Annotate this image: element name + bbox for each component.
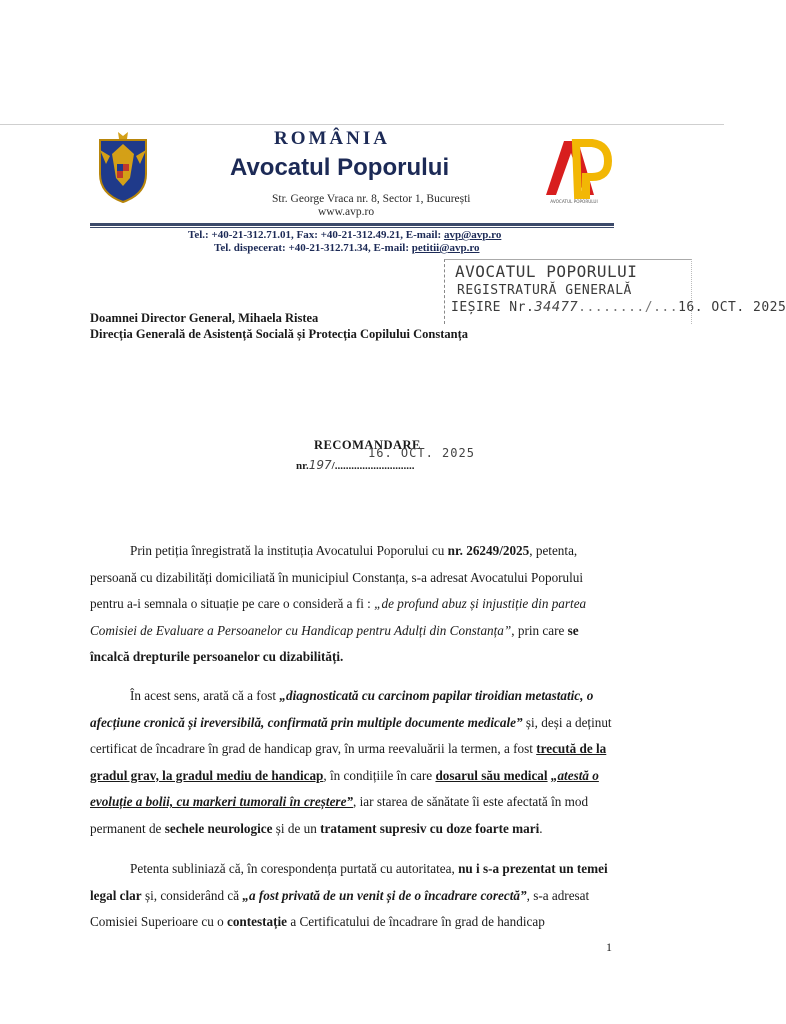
recommendation-number-value: 197 bbox=[308, 458, 332, 472]
stamp-exit-line: IEȘIRE Nr.34477......../...16. OCT. 2025 bbox=[451, 300, 786, 315]
recommendation-date-stamp: 16. OCT. 2025 bbox=[368, 446, 475, 460]
contact-line-1: Tel.: +40-21-312.71.01, Fax: +40-21-312.49.21, E-mail: avp@avp.ro bbox=[188, 229, 502, 241]
body-paragraph-3: Petenta subliniază că, în corespondența purtată cu autoritatea, nu i s-a prezentat un temei legal clar și, considerând că „a fost privată de un venit și de o încadrare corectă”, s-a adresat Comisiei Superioare cu o contestație a Certificatului de încadrare în grad de handicap bbox=[90, 861, 608, 929]
email-link-avp[interactable]: avp@avp.ro bbox=[443, 229, 502, 241]
institution-address: Str. George Vraca nr. 8, Sector 1, București bbox=[272, 193, 471, 205]
stamp-exit-label: IEȘIRE Nr. bbox=[451, 300, 535, 315]
recipient-name: Doamnei Director General, Mihaela Ristea bbox=[90, 311, 319, 325]
email-link-petitii[interactable]: petitii@avp.ro bbox=[411, 242, 480, 254]
stamp-date: 16. OCT. 2025 bbox=[678, 300, 786, 315]
document-title: RECOMANDARE bbox=[314, 438, 421, 452]
avocatul-poporului-logo bbox=[540, 133, 612, 205]
contact-line-2: Tel. dispecerat: +40-21-312.71.34, E-mail: petitii@avp.ro bbox=[214, 242, 480, 254]
stamp-title: AVOCATUL POPORULUI bbox=[455, 262, 638, 281]
scan-top-rule bbox=[0, 124, 724, 125]
stamp-exit-number: 34477 bbox=[534, 300, 579, 315]
registry-stamp bbox=[444, 259, 786, 324]
country-name: ROMÂNIA bbox=[274, 128, 390, 149]
recommendation-number: nr.197/............................. bbox=[296, 458, 415, 472]
coat-of-arms-icon bbox=[96, 130, 150, 204]
body-paragraph-2: În acest sens, arată că a fost „diagnosticată cu carcinom papilar tiroidian metastatic, o afecțiune cronică și ireversibilă, confirmată prin multiple documente medicale” și, deși a deținut certificat de încadrare în grad de handicap grav, în urma reevaluării la termen, a fost trecută de la gradul grav, la gradul mediu de handicap, în condițiile în care dosarul său medical „atestă o evoluție a bolii, cu markeri tumorali în creștere”, iar starea de sănătate îi este afectată în mod permanent de sechele neurologice și de un tratament supresiv cu doze foarte mari. bbox=[90, 688, 612, 836]
body-paragraph-1: Prin petiția înregistrată la instituția Avocatului Poporului cu nr. 26249/2025, petenta, persoană cu dizabilități domiciliată în municipiul Constanța, s-a adresat Avocatului Poporului pentru a-i semnala o situație pe care o consideră a fi : „de profund abuz și injustiție din partea Comisiei de Evaluare a Persoanelor cu Handicap pentru Adulți din Constanța”, prin care se încalcă drepturile persoanelor cu dizabilități. bbox=[90, 543, 587, 664]
header-divider-thin bbox=[90, 227, 614, 228]
recipient-institution: Direcția Generală de Asistență Socială și Protecția Copilului Constanța bbox=[90, 327, 468, 341]
page-number: 1 bbox=[606, 940, 612, 954]
stamp-registry: REGISTRATURĂ GENERALĂ bbox=[457, 283, 632, 298]
header-divider bbox=[90, 223, 614, 226]
institution-website[interactable]: www.avp.ro bbox=[318, 206, 375, 218]
institution-name: Avocatul Poporului bbox=[230, 154, 450, 181]
logo-caption: AVOCATUL POPORULUI bbox=[550, 199, 598, 204]
